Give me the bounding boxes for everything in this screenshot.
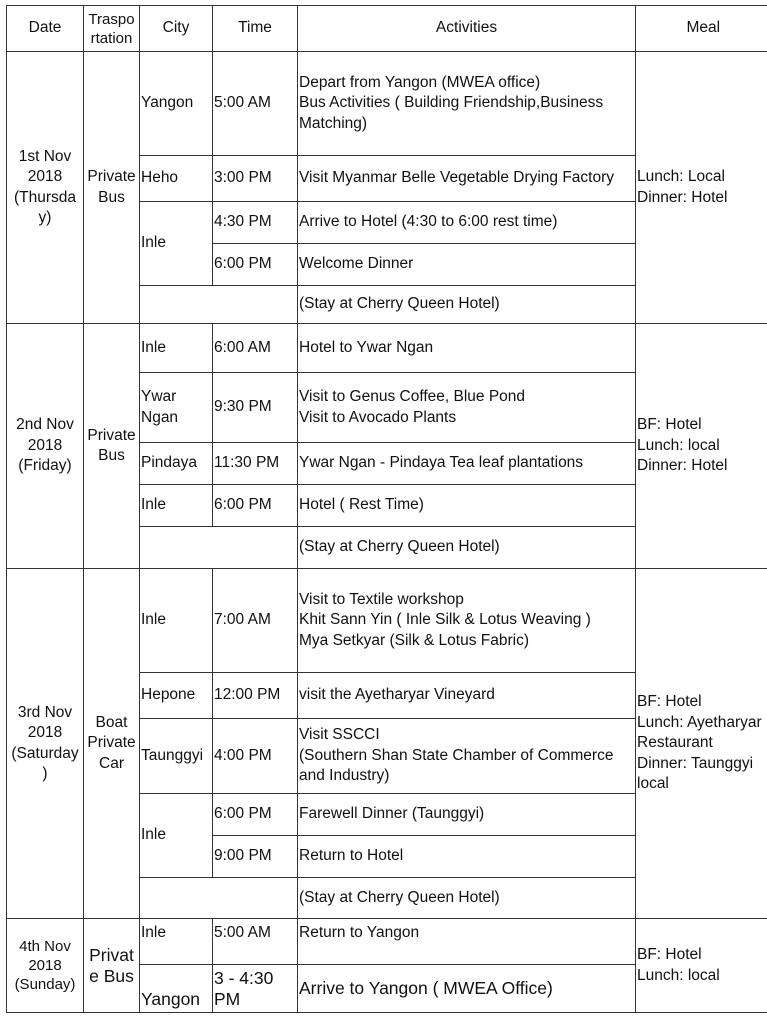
- meal-cell: BF: Hotel Lunch: local Dinner: Hotel: [636, 324, 767, 569]
- time-cell: 5:00 AM: [213, 919, 298, 965]
- header-row: [7, 6, 767, 52]
- stay-cell: (Stay at Cherry Queen Hotel): [298, 286, 636, 324]
- empty-cell: [140, 878, 298, 919]
- header-date: Date: [7, 6, 84, 52]
- activity-cell: Arrive to Hotel (4:30 to 6:00 rest time): [298, 202, 636, 244]
- activity-cell: Arrive to Yangon ( MWEA Office): [298, 965, 636, 1013]
- header-transportation: Traspo rtation: [84, 6, 140, 52]
- time-cell: 9:00 PM: [213, 836, 298, 878]
- stay-cell: (Stay at Cherry Queen Hotel): [298, 878, 636, 919]
- activity-cell: Depart from Yangon (MWEA office) Bus Activities ( Building Friendship,Business Matching): [298, 52, 636, 156]
- activity-cell: Return to Hotel: [298, 836, 636, 878]
- header-meal: Meal: [636, 6, 767, 52]
- time-cell: 5:00 AM: [213, 52, 298, 156]
- activity-cell: Visit Myanmar Belle Vegetable Drying Factory: [298, 156, 636, 202]
- city-cell: Yangon: [140, 52, 213, 156]
- header-activities: Activities: [298, 6, 636, 52]
- date-cell: 2nd Nov 2018 (Friday): [7, 324, 84, 569]
- table-row: [7, 569, 767, 673]
- city-cell: Inle: [140, 485, 213, 527]
- time-cell: 6:00 PM: [213, 794, 298, 836]
- transport-cell: Boat Private Car: [84, 569, 140, 919]
- date-cell: 3rd Nov 2018 (Saturday ): [7, 569, 84, 919]
- city-cell: Heho: [140, 156, 213, 202]
- time-cell: 3:00 PM: [213, 156, 298, 202]
- date-cell: 1st Nov 2018 (Thursda y): [7, 52, 84, 324]
- table-row: [7, 52, 767, 156]
- activity-cell: Ywar Ngan - Pindaya Tea leaf plantations: [298, 443, 636, 485]
- activity-cell: Visit to Genus Coffee, Blue Pond Visit to Avocado Plants: [298, 373, 636, 443]
- city-cell: Pindaya: [140, 443, 213, 485]
- meal-cell: Lunch: Local Dinner: Hotel: [636, 52, 767, 324]
- activity-cell: Farewell Dinner (Taunggyi): [298, 794, 636, 836]
- header-city: City: [140, 6, 213, 52]
- activity-cell: Visit SSCCI (Southern Shan State Chamber of Commerce and Industry): [298, 719, 636, 794]
- table-row: [7, 324, 767, 373]
- empty-cell: [140, 527, 298, 569]
- transport-cell: Private Bus: [84, 52, 140, 324]
- city-cell: Inle: [140, 794, 213, 878]
- transport-cell: Private Bus: [84, 324, 140, 569]
- city-cell: Inle: [140, 919, 213, 965]
- time-cell: 4:00 PM: [213, 719, 298, 794]
- city-cell: Taunggyi: [140, 719, 213, 794]
- time-cell: 4:30 PM: [213, 202, 298, 244]
- empty-cell: [140, 286, 298, 324]
- activity-cell: Hotel to Ywar Ngan: [298, 324, 636, 373]
- date-cell: 4th Nov 2018 (Sunday): [7, 919, 84, 1013]
- time-cell: 3 - 4:30 PM: [213, 965, 298, 1013]
- activity-cell: Visit to Textile workshop Khit Sann Yin ( Inle Silk & Lotus Weaving ) Mya Setkyar (Silk & Lotus Fabric): [298, 569, 636, 673]
- time-cell: 6:00 PM: [213, 485, 298, 527]
- time-cell: 12:00 PM: [213, 673, 298, 719]
- time-cell: 9:30 PM: [213, 373, 298, 443]
- meal-cell: BF: Hotel Lunch: local: [636, 919, 767, 1013]
- city-cell: Hepone: [140, 673, 213, 719]
- meal-cell: BF: Hotel Lunch: Ayetharyar Restaurant Dinner: Taunggyi local: [636, 569, 767, 919]
- city-cell: Ywar Ngan: [140, 373, 213, 443]
- city-cell: Yangon: [140, 965, 213, 1013]
- time-cell: 11:30 PM: [213, 443, 298, 485]
- transport-cell: Privat e Bus: [84, 919, 140, 1013]
- table-row: [7, 919, 767, 965]
- itinerary-table: [6, 5, 767, 1013]
- stay-cell: (Stay at Cherry Queen Hotel): [298, 527, 636, 569]
- activity-cell: visit the Ayetharyar Vineyard: [298, 673, 636, 719]
- time-cell: 6:00 AM: [213, 324, 298, 373]
- header-time: Time: [213, 6, 298, 52]
- activity-cell: Hotel ( Rest Time): [298, 485, 636, 527]
- city-cell: Inle: [140, 324, 213, 373]
- time-cell: 7:00 AM: [213, 569, 298, 673]
- activity-cell: Return to Yangon: [298, 919, 636, 965]
- city-cell: Inle: [140, 202, 213, 286]
- city-cell: Inle: [140, 569, 213, 673]
- activity-cell: Welcome Dinner: [298, 244, 636, 286]
- time-cell: 6:00 PM: [213, 244, 298, 286]
